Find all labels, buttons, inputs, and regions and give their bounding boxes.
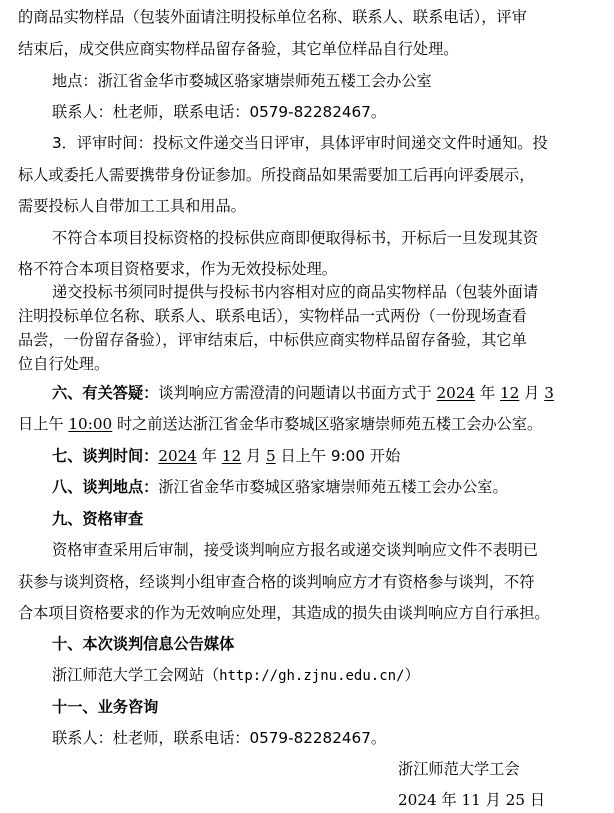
section9-heading: 九、资格审查	[52, 510, 144, 528]
section8-text: 浙江省金华市婺城区骆家塘崇师苑五楼工会办公室。	[158, 478, 508, 496]
section6-line-1	[52, 383, 554, 403]
section9-line-3: 合本项目资格要求的作为无效响应处理，其造成的损失由谈判响应方自行承担。	[18, 604, 550, 622]
section6-year: 2024	[436, 384, 476, 402]
section8-heading: 八、谈判地点：	[52, 478, 159, 496]
section6-destination: 时之前送达浙江省金华市婺城区骆家塘崇师苑五楼工会办公室。	[112, 415, 543, 433]
section7-line	[52, 446, 400, 466]
sample-text-line-2: 结束后，成交供应商实物样品留存备验，其它单位样品自行处理。	[18, 40, 459, 58]
section6-month: 12	[500, 384, 520, 402]
section11-heading: 十一、业务咨询	[52, 698, 159, 716]
sample-req-line-3: 品尝，一份留存备验），评审结束后，中标供应商实物样品留存备验，其它单	[18, 331, 527, 349]
review-time-line-3: 需要投标人自带加工工具和用品。	[18, 197, 246, 215]
sample-text-line-1: 的商品实物样品（包装外面请注明投标单位名称、联系人、联系电话），评审	[18, 8, 527, 26]
section6-text: 谈判响应方需澄清的问题请以书面方式于	[158, 384, 437, 402]
section8-line	[52, 477, 508, 497]
section7-month-unit: 月	[241, 447, 266, 465]
section9-line-2: 获参与谈判资格，经谈判小组审查合格的谈判响应方才有资格参与谈判，不符	[18, 573, 535, 591]
section6-time: 10:00	[68, 415, 113, 433]
section10-media-line	[52, 665, 420, 686]
signature-date: 2024 年 11 月 25 日	[398, 791, 546, 809]
disqualify-line-2: 格不符合本项目资格要求，作为无效投标处理。	[18, 260, 337, 278]
section6-morning: 日上午	[18, 415, 69, 433]
section6-line-2	[18, 414, 542, 434]
section10-site-name: 浙江师范大学工会网站（	[52, 666, 220, 684]
section7-year: 2024	[158, 447, 197, 465]
section6-heading: 六、有关答疑：	[52, 384, 159, 402]
section10-site-close: ）	[404, 666, 420, 684]
address-line: 地点：浙江省金华市婺城区骆家塘崇师苑五楼工会办公室	[52, 72, 432, 90]
sample-req-line-2: 注明投标单位名称、联系人、联系电话），实物样品一式两份（一份现场查看	[18, 307, 527, 325]
review-time-line-2: 标人或委托人需要携带身份证参加。所投商品如果需要加工后再向评委展示，	[18, 166, 535, 184]
section6-year-unit: 年	[475, 384, 501, 402]
review-time-line-1: 3．评审时间：投标文件递交当日评审，具体评审时间递交文件时通知。投	[52, 134, 548, 152]
section7-start-time: 日上午 9:00 开始	[275, 447, 401, 465]
section6-day: 3	[544, 384, 554, 402]
sample-req-line-4: 位自行处理。	[18, 355, 110, 373]
signature-org: 浙江师范大学工会	[398, 760, 520, 778]
section7-day: 5	[265, 447, 276, 465]
contact-line: 联系人：杜老师，联系电话：0579-82282467。	[52, 103, 387, 121]
section6-month-unit: 月	[519, 384, 545, 402]
section11-contact: 联系人：杜老师，联系电话：0579-82282467。	[52, 729, 387, 747]
section10-site-url[interactable]: http://gh.zjnu.edu.cn/	[219, 668, 405, 684]
sample-req-line-1: 递交投标书须同时提供与投标书内容相对应的商品实物样品（包装外面请	[52, 283, 538, 301]
section7-month: 12	[221, 447, 242, 465]
section10-heading: 十、本次谈判信息公告媒体	[52, 635, 235, 653]
section7-year-unit: 年	[196, 447, 222, 465]
section7-heading: 七、谈判时间：	[52, 447, 159, 465]
disqualify-line-1: 不符合本项目投标资格的投标供应商即便取得标书，开标后一旦发现其资	[52, 229, 538, 247]
section9-line-1: 资格审查采用后审制，接受谈判响应方报名或递交谈判响应文件不表明已	[52, 541, 538, 559]
